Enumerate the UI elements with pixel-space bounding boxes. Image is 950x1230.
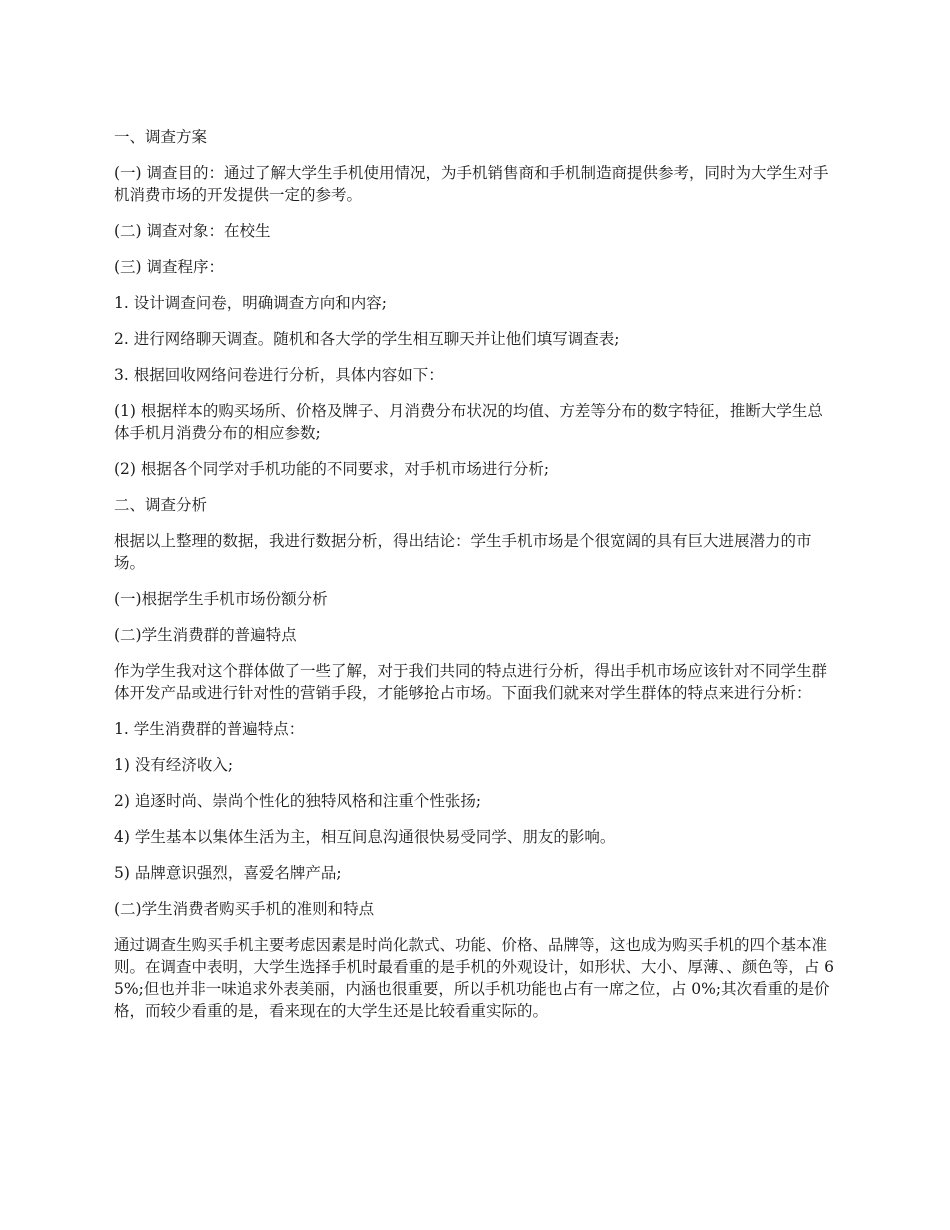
paragraph-purchase-criteria: 通过调查生购买手机主要考虑因素是时尚化款式、功能、价格、品牌等，这也成为购买手机的四个基本准则。在调查中表明，大学生选择手机时最看重的是手机的外观设计，如形状、大小、厚薄、、颜色等，占 65%;但也并非一味追求外表美丽，内涵也很重要，所以手机功能也占有一席之位，占 0%;其次看重的是价格，而较少看重的是，看来现在的大学生还是比较看重实际的。	[114, 936, 835, 1020]
list-item-trait-4: 4) 学生基本以集体生活为主，相互间息沟通很快易受同学、朋友的影响。	[114, 828, 616, 846]
subheading-consumer-traits: (二)学生消费群的普遍特点	[114, 626, 297, 644]
list-item-trait-1: 1) 没有经济收入;	[114, 756, 234, 774]
paragraph-survey-subject: (二) 调查对象：在校生	[114, 222, 271, 240]
list-item-procedure-1: 1. 设计调查问卷，明确调查方向和内容;	[114, 294, 387, 312]
list-item-analysis-2: (2) 根据各个同学对手机功能的不同要求，对手机市场进行分析;	[114, 460, 550, 478]
list-item-procedure-2: 2. 进行网络聊天调查。随机和各大学的学生相互聊天并让他们填写调查表;	[114, 330, 620, 348]
paragraph-conclusion: 根据以上整理的数据，我进行数据分析，得出结论：学生手机市场是个很宽阔的具有巨大进展潜力的市场。	[114, 532, 812, 572]
subheading-purchase-criteria: (二)学生消费者购买手机的准则和特点	[114, 900, 375, 918]
list-item-analysis-1: (1) 根据样本的购买场所、价格及牌子、月消费分布状况的均值、方差等分布的数字特征，推断大学生总体手机月消费分布的相应参数;	[114, 402, 823, 442]
list-item-trait-2: 2) 追逐时尚、崇尚个性化的独特风格和注重个性张扬;	[114, 792, 482, 810]
list-item-trait-5: 5) 品牌意识强烈，喜爱名牌产品;	[114, 864, 342, 882]
section-heading-survey-analysis: 二、调查分析	[114, 496, 208, 514]
section-heading-survey-plan: 一、调查方案	[114, 128, 208, 146]
paragraph-survey-purpose: (一) 调查目的：通过了解大学生手机使用情况，为手机销售商和手机制造商提供参考，同时为大学生对手机消费市场的开发提供一定的参考。	[114, 164, 829, 204]
paragraph-survey-procedure: (三) 调查程序：	[114, 258, 225, 276]
list-item-procedure-3: 3. 根据回收网络问卷进行分析，具体内容如下：	[114, 366, 444, 384]
paragraph-group-analysis: 作为学生我对这个群体做了一些了解，对于我们共同的特点进行分析，得出手机市场应该针对不同学生群体开发产品或进行针对性的营销手段，才能够抢占市场。下面我们就来对学生群体的特点来进行分析：	[114, 662, 828, 702]
list-item-traits-heading: 1. 学生消费群的普遍特点：	[114, 720, 305, 738]
subheading-market-share: (一)根据学生手机市场份额分析	[114, 590, 328, 608]
